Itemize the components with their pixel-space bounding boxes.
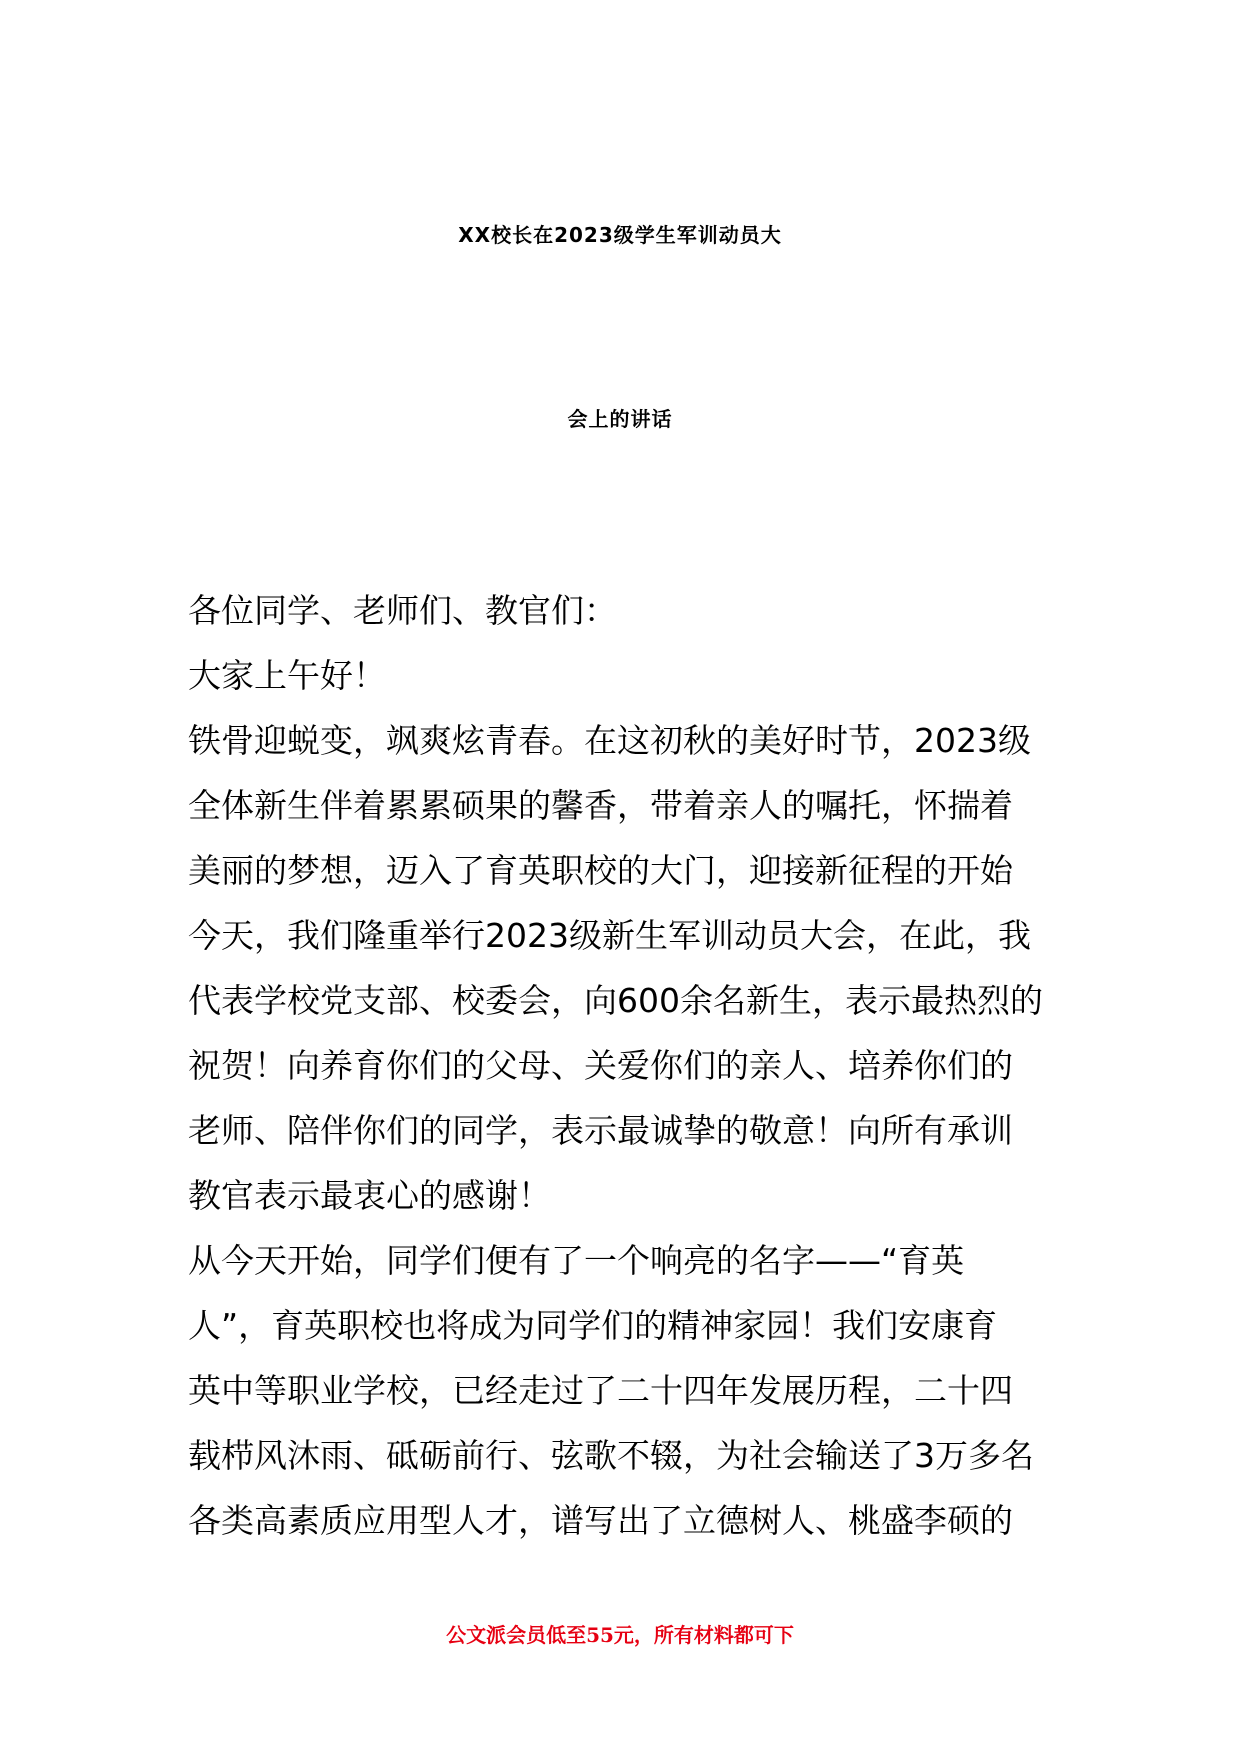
document-title-line-2: 会上的讲话: [567, 407, 673, 431]
salutation-line: 各位同学、老师们、教官们：: [188, 591, 617, 630]
promo-footer-note: 公文派会员低至55元，所有材料都可下: [446, 1623, 794, 1647]
body-line: 从今天开始，同学们便有了一个响亮的名字——“育英: [188, 1241, 965, 1280]
body-line: 铁骨迎蜕变，飒爽炫青春。在这初秋的美好时节，2023级: [188, 721, 1031, 760]
body-line: 老师、陪伴你们的同学，表示最诚挚的敬意！向所有承训: [188, 1111, 1013, 1150]
body-line: 人”，育英职校也将成为同学们的精神家园！我们安康育: [188, 1306, 998, 1345]
body-line: 今天，我们隆重举行2023级新生军训动员大会，在此，我: [188, 916, 1031, 955]
body-line: 教官表示最衷心的感谢！: [188, 1176, 551, 1215]
body-line: 全体新生伴着累累硕果的馨香，带着亲人的嘱托，怀揣着: [188, 786, 1013, 825]
document-title-line-1: XX校长在2023级学生军训动员大: [458, 223, 782, 247]
greeting-line: 大家上午好！: [188, 656, 386, 695]
speech-body: [188, 578, 1060, 1553]
body-line: 各类高素质应用型人才，谱写出了立德树人、桃盛李硕的: [188, 1501, 1013, 1540]
body-line: 载栉风沐雨、砥砺前行、弦歌不辍，为社会输送了3万多名: [188, 1436, 1034, 1475]
body-line: 美丽的梦想，迈入了育英职校的大门，迎接新征程的开始: [188, 851, 1013, 890]
body-line: 祝贺！向养育你们的父母、关爱你们的亲人、培养你们的: [188, 1046, 1013, 1085]
body-line: 代表学校党支部、校委会，向600余名新生，表示最热烈的: [188, 981, 1043, 1020]
body-line: 英中等职业学校，已经走过了二十四年发展历程，二十四: [188, 1371, 1013, 1410]
